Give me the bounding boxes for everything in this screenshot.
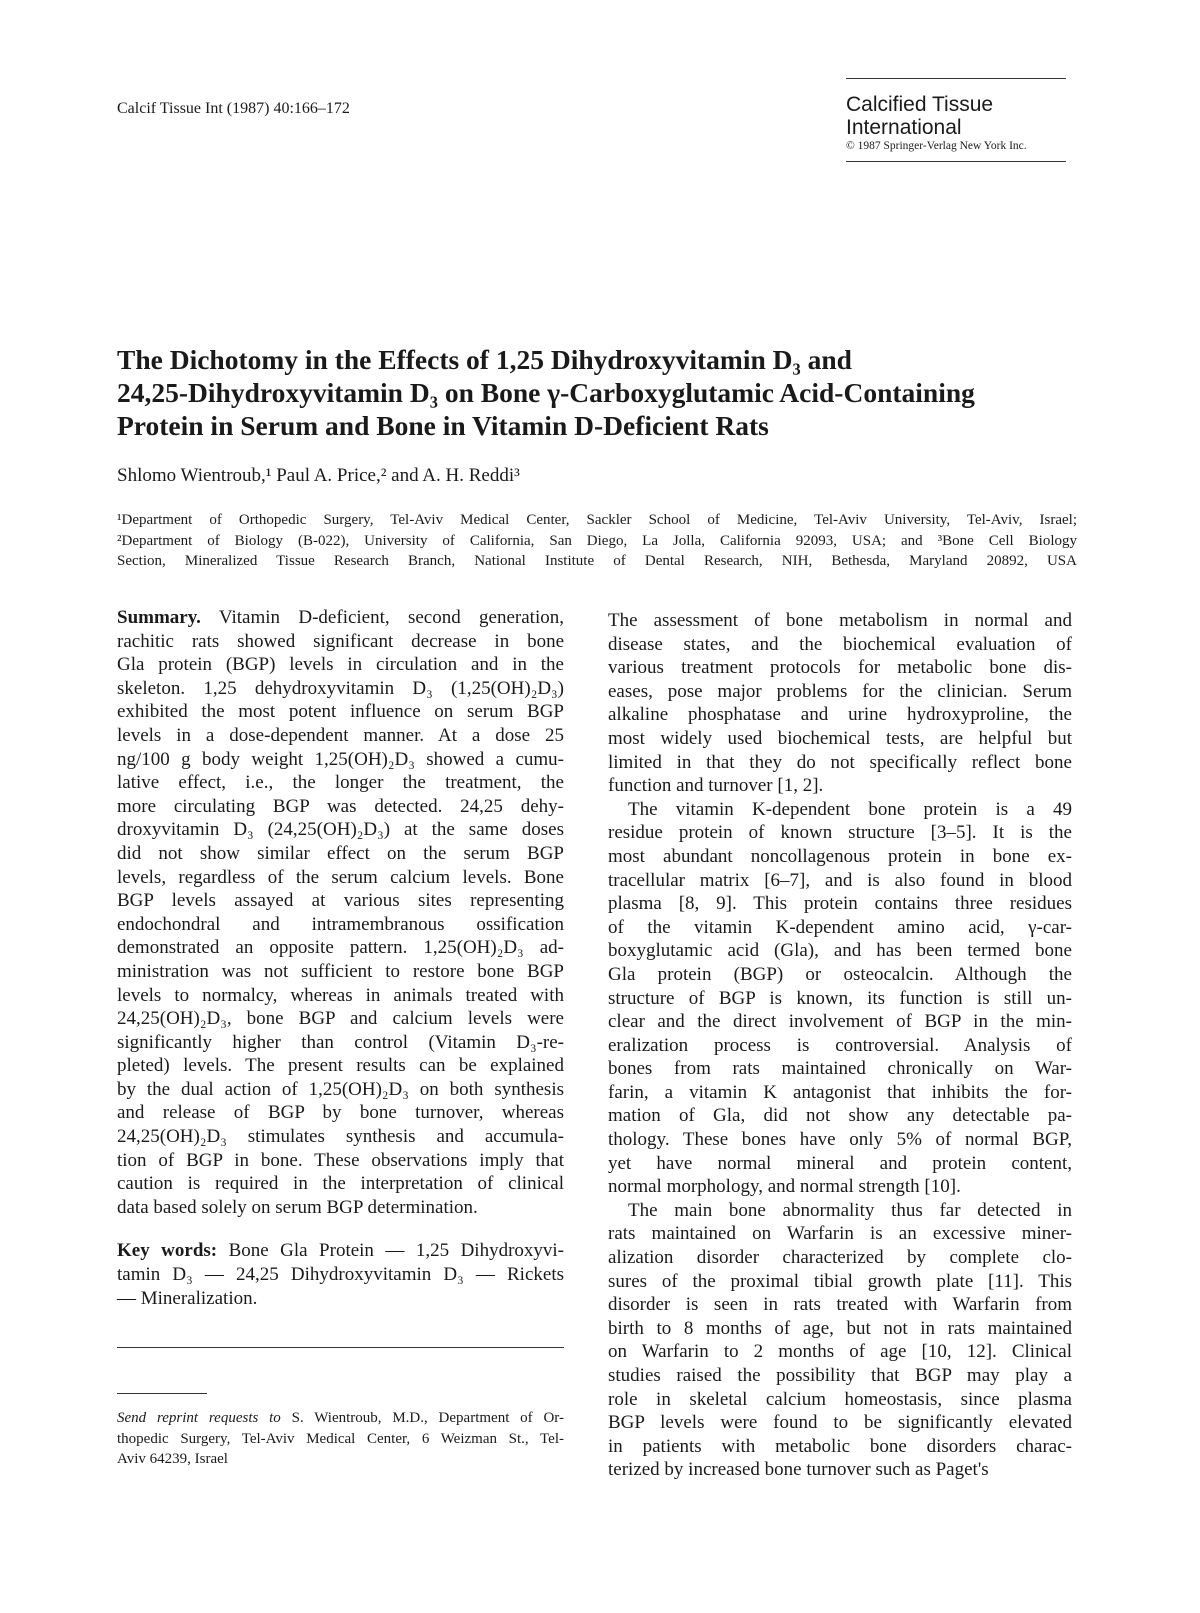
text-line: endochondral and intramembranous ossification [117, 913, 564, 935]
journal-masthead [846, 78, 1066, 162]
title-line: 24,25-Dihydroxyvitamin D₃ on Bone γ-Carboxyglutamic Acid-Containing [117, 377, 975, 408]
divider [117, 1347, 564, 1348]
text-line: and release of BGP by bone turnover, whereas [117, 1102, 564, 1124]
text-line: exhibited the most potent influence on serum BGP [117, 701, 564, 723]
text-line: The main bone abnormality thus far detected in [628, 1199, 1072, 1221]
text-line: droxyvitamin D₃ (24,25(OH)₂D₃) at the same doses [117, 819, 564, 841]
authors: Shlomo Wientroub,¹ Paul A. Price,² and A. H. Reddi³ [117, 465, 520, 486]
title-line: Protein in Serum and Bone in Vitamin D-Deficient Rats [117, 410, 769, 441]
text-line: by the dual action of 1,25(OH)₂D₃ on both synthesis [117, 1078, 564, 1100]
text-line: limited in that they do not specifically reflect bone [608, 751, 1072, 773]
summary-lead: Summary. [117, 607, 201, 628]
text-line: terized by increased bone turnover such as Paget's [608, 1459, 989, 1481]
text-line: The vitamin K-dependent bone protein is a 49 [628, 798, 1072, 820]
text-line [117, 1239, 564, 1263]
text-line: demonstrated an opposite pattern. 1,25(OH)₂D₃ ad- [117, 937, 564, 959]
text-line: tamin D₃ — 24,25 Dihydroxyvitamin D₃ — Rickets [117, 1264, 564, 1286]
text-span: Bone Gla Protein — 1,25 Dihydroxyvi- [217, 1240, 565, 1262]
divider [846, 78, 1066, 79]
paragraph [608, 1199, 1072, 1482]
left-column [117, 606, 564, 1310]
text-line [117, 1408, 564, 1429]
title-line: The Dichotomy in the Effects of 1,25 Dihydroxyvitamin D₃ and [117, 344, 852, 375]
paragraph [608, 798, 1072, 1199]
text-line: tion of BGP in bone. These observations imply that [117, 1149, 564, 1171]
text-line: sures of the proximal tibial growth plate [11]. This [608, 1270, 1072, 1292]
text-line: in patients with metabolic bone disorders charac- [608, 1435, 1072, 1457]
text-line: of the vitamin K-dependent amino acid, γ-car- [608, 916, 1072, 938]
text-line [117, 606, 564, 630]
paragraph [608, 609, 1072, 798]
affiliation-line: ²Department of Biology (B-022), University of California, San Diego, La Jolla, California 92093, USA; and ³Bone Cell Biology [117, 532, 1077, 549]
text-line: alization disorder characterized by complete clo- [608, 1247, 1072, 1269]
text-line: more circulating BGP was detected. 24,25 dehy- [117, 795, 564, 817]
text-line: 24,25(OH)₂D₃ stimulates synthesis and accumula- [117, 1126, 564, 1148]
text-line: studies raised the possibility that BGP may play a [608, 1365, 1072, 1386]
text-line: data based solely on serum BGP determination. [117, 1196, 478, 1218]
keywords [117, 1239, 564, 1310]
footnote-lead: Send reprint requests to [117, 1410, 281, 1426]
text-line: residue protein of known structure [3–5]. It is the [608, 822, 1072, 844]
divider [846, 161, 1066, 162]
text-line: levels to normalcy, whereas in animals treated with [117, 984, 564, 1006]
journal-name-line2: International [846, 116, 962, 139]
footnote [117, 1408, 564, 1470]
text-line: disorder is seen in rats treated with Warfarin from [608, 1294, 1072, 1316]
text-line: boxyglutamic acid (Gla), and has been termed bone [608, 940, 1072, 962]
text-line: pleted) levels. The present results can be explained [117, 1055, 564, 1077]
text-line: most abundant noncollagenous protein in bone ex- [608, 845, 1072, 867]
text-line: significantly higher than control (Vitamin D₃-re- [117, 1031, 564, 1053]
text-line: on Warfarin to 2 months of age [10, 12]. Clinical [608, 1341, 1072, 1363]
text-line: role in skeletal calcium homeostasis, since plasma [608, 1388, 1072, 1410]
text-line: rats maintained on Warfarin is an excessive miner- [608, 1223, 1072, 1245]
text-line: most widely used biochemical tests, are helpful but [608, 727, 1072, 749]
text-line: tracellular matrix [6–7], and is also found in blood [608, 869, 1072, 891]
text-line: Aviv 64239, Israel [117, 1451, 228, 1467]
text-span: Vitamin D-deficient, second generation, [200, 607, 564, 628]
text-line: skeleton. 1,25 dehydroxyvitamin D₃ (1,25(OH)₂D₃) [117, 677, 564, 699]
text-line: rachitic rats showed significant decrease in bone [117, 630, 564, 652]
text-line: Gla protein (BGP) levels in circulation and in the [117, 654, 564, 676]
text-line: — Mineralization. [117, 1287, 258, 1309]
text-line: normal morphology, and normal strength [10]. [608, 1176, 961, 1198]
journal-citation: Calcif Tissue Int (1987) 40:166–172 [117, 100, 350, 117]
text-line: bones from rats maintained chronically on War- [608, 1058, 1072, 1080]
text-line: eases, pose major problems for the clinician. Serum [608, 680, 1072, 702]
text-line: BGP levels were found to be significantly elevated [608, 1412, 1072, 1434]
affiliation-line: Section, Mineralized Tissue Research Branch, National Institute of Dental Research, NIH, Bethesda, Maryland 20892, USA [117, 553, 1077, 569]
text-line: levels, regardless of the serum calcium levels. Bone [117, 866, 564, 888]
text-line: various treatment protocols for metabolic bone dis- [608, 657, 1072, 679]
text-line: eralization process is controversial. Analysis of [608, 1034, 1072, 1056]
summary [117, 606, 564, 1219]
text-line: alkaline phosphatase and urine hydroxyproline, the [608, 704, 1072, 726]
text-line: The assessment of bone metabolism in normal and [608, 610, 1072, 631]
text-line: did not show similar effect on the serum BGP [117, 842, 564, 864]
text-line: function and turnover [1, 2]. [608, 775, 824, 797]
text-line: birth to 8 months of age, but not in rats maintained [608, 1317, 1072, 1339]
text-line: plasma [8, 9]. This protein contains three residues [608, 893, 1072, 915]
article-title [117, 343, 1077, 442]
journal-name-line1: Calcified Tissue [846, 93, 994, 116]
text-line: levels in a dose-dependent manner. At a dose 25 [117, 724, 564, 746]
text-line: lative effect, i.e., the longer the treatment, the [117, 772, 564, 794]
text-line: yet have normal mineral and protein content, [608, 1152, 1072, 1174]
text-span: S. Wientroub, M.D., Department of Or- [280, 1410, 564, 1426]
text-line: thopedic Surgery, Tel-Aviv Medical Center, 6 Weizman St., Tel- [117, 1430, 564, 1447]
right-column [608, 609, 1072, 1482]
copyright: © 1987 Springer-Verlag New York Inc. [846, 140, 1027, 152]
text-line: BGP levels assayed at various sites representing [117, 890, 564, 912]
text-line: caution is required in the interpretation of clinical [117, 1173, 564, 1195]
affiliations [117, 510, 1077, 572]
text-line: 24,25(OH)₂D₃, bone BGP and calcium levels were [117, 1008, 564, 1030]
text-line: clear and the direct involvement of BGP in the min- [608, 1011, 1072, 1033]
text-line: structure of BGP is known, its function is still un- [608, 987, 1072, 1009]
keywords-lead: Key words: [117, 1240, 218, 1262]
text-line: mation of Gla, did not show any detectable pa- [608, 1105, 1072, 1127]
affiliation-line: ¹Department of Orthopedic Surgery, Tel-Aviv Medical Center, Sackler School of Medicine, Tel-Aviv University, Tel-Aviv, Israel; [117, 512, 1077, 528]
text-line: disease states, and the biochemical evaluation of [608, 633, 1072, 655]
text-line: ministration was not sufficient to restore bone BGP [117, 960, 564, 982]
footnote-divider [117, 1393, 207, 1394]
text-line: ng/100 g body weight 1,25(OH)₂D₃ showed a cumu- [117, 748, 564, 770]
text-line: farin, a vitamin K antagonist that inhibits the for- [608, 1081, 1072, 1103]
text-line: thology. These bones have only 5% of normal BGP, [608, 1129, 1072, 1151]
text-line: Gla protein (BGP) or osteocalcin. Although the [608, 963, 1072, 985]
